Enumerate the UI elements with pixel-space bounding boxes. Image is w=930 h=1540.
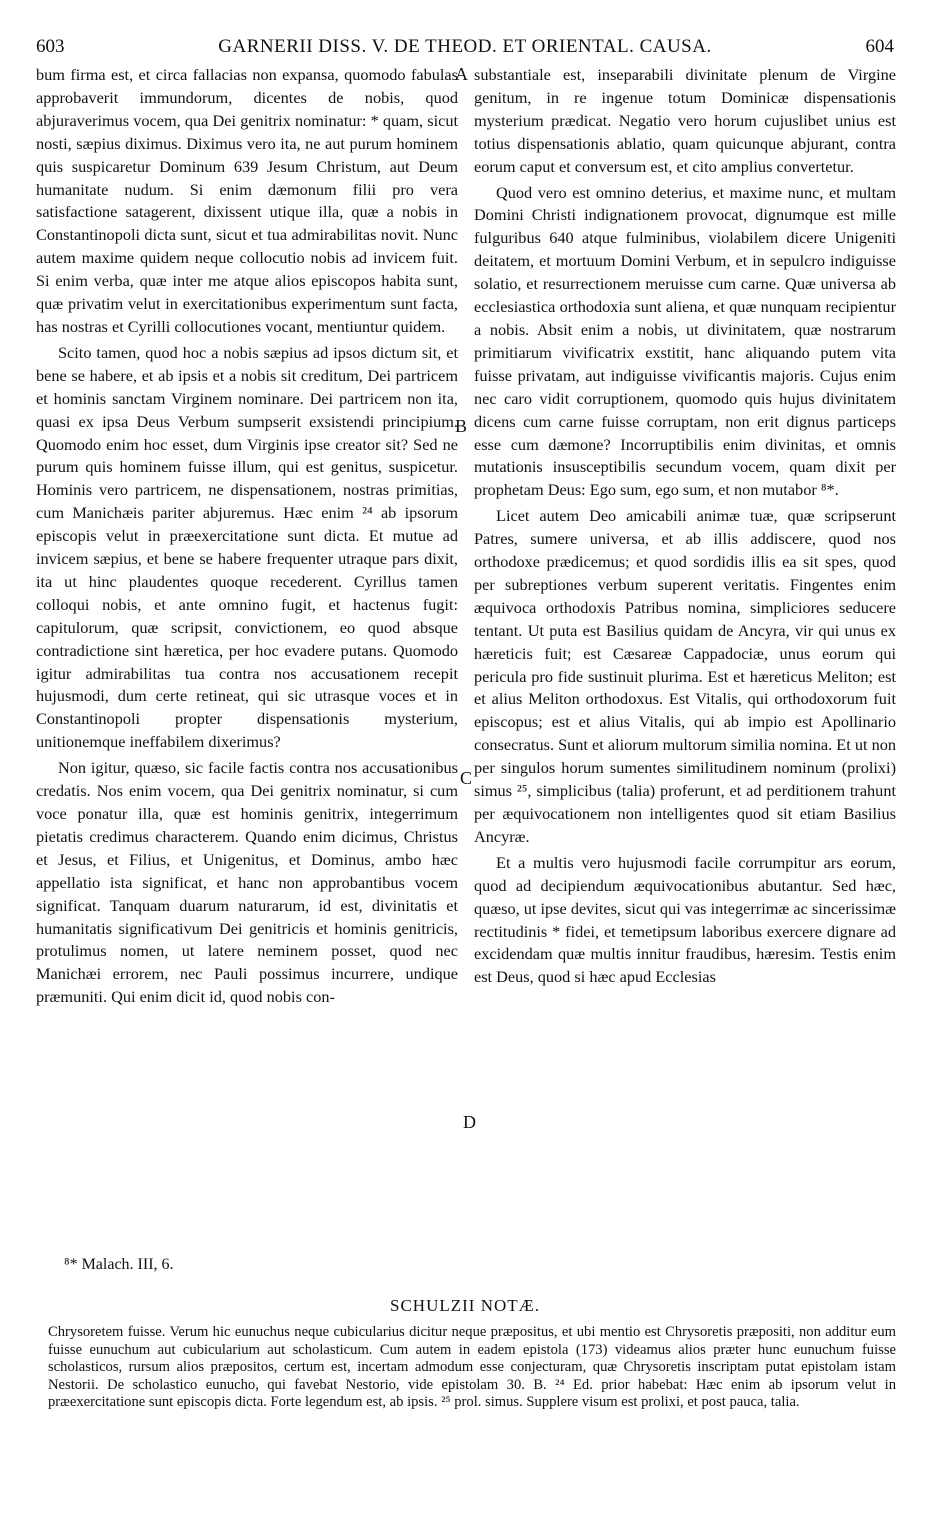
left-column bbox=[36, 64, 458, 1009]
paragraph: Non igitur, quæso, sic facile factis contra nos accusationibus credatis. Nos enim vocem, qua Dei genitrix nominatur, si cum voce ponatur illa, quæ est hominis genitrix, integerrimum pietatis credimus characterem. Quando enim dicimus, Christus et Jesus, et Filius, et Unigenitus, et Dominus, ambo hæc appellatio ista significat, et hanc non approbantibus vocem significat. Tanquam duarum naturarum, id est, divinitatis et humanitatis significativum Dei genitricis et hominis genitricis, protulimus nomen, ut latere neminem posset, quod nec Manichæi errorem, nec Pauli possimus incurrere, undique præmuniti. Qui enim dicit id, quod nobis con- bbox=[36, 758, 458, 1007]
paragraph: Quod vero est omnino deterius, et maxime nunc, et multam Domini Christi indignationem provocat, dignumque est mille fulguribus 640 atque fulminibus, violabilem dicere Unigeniti deitatem, et mortuum Domini Verbum, et in sepulcro indiguisse solatio, et resurrectionem meruisse cum carne. Quæ universa ab ecclesiastica orthodoxia sunt aliena, et quæ nunquam recipientur a nobis. Absit enim a nobis, ut divinitatem, quæ nostrarum primitiarum vivificatrix exstitit, hanc aliquando putem vita fuisse privatam, aut indiguisse vivificantis majoris. Cujus enim nec caro vidit corruptionem, quomodo quis hujus divinitatem dicens cum carne fuisse corruptam, non erit dignus particeps esse cum dæmone? Incorruptibilis enim divinitas, et omnis mutationis insusceptibilis secundum vocem, quam dixit per prophetam Deus: Ego sum, ego sum, et non mutabor ⁸*. bbox=[474, 182, 896, 500]
notes-heading: SCHULZII NOTÆ. bbox=[390, 1296, 540, 1315]
footnote: ⁸* Malach. III, 6. bbox=[64, 1256, 174, 1273]
page-number-right: 604 bbox=[865, 36, 894, 57]
margin-marker-a: A bbox=[455, 64, 468, 84]
page-number-left: 603 bbox=[36, 36, 65, 57]
paragraph: Et a multis vero hujusmodi facile corrumpitur ars eorum, quod ad decipiendum æquivocationibus abutantur. Sed hæc, quæso, ut ipse devites, sicut qui vas integerrimæ ac sincerissimæ rectitudinis * fidei, et temetipsum laboribus exercere dignare ad excidendam quæ multis innitur fraudibus, hæresim. Testis enim est Deus, quod si hæc apud Ecclesias bbox=[474, 852, 896, 987]
right-column bbox=[474, 64, 896, 989]
notes-block bbox=[48, 1324, 896, 1412]
running-title: GARNERII DISS. V. DE THEOD. ET ORIENTAL. CAUSA. bbox=[218, 36, 712, 57]
paragraph: Scito tamen, quod hoc a nobis sæpius ad ipsos dictum sit, et bene se habere, et ab ipsis et a nobis sit creditum, Dei partricem et hominis sanctam Virginem nominare. Dei partricem non ita, quasi ex ipsa Deus Verbum sumpserit exsistendi principium. Quomodo enim hoc esset, dum Virginis ipse creator sit? Sed ne purum quis hominem fuisse illum, qui est genitus, suspicetur. Hominis vero partricem, ne dispensationem, nostras primitias, cum Manichæis pariter abjuremus. Hæc enim ²⁴ ab ipsorum episcopis velut in præexercitatione sunt dicta. Et mutue ad invicem sæpius, et bene se habere frequenter utraque pars dixit, ita ut hinc plaudentes quoque recederent. Cyrillus tamen colloqui nobis, et ante omnino fugit, et hactenus fugit: capitulorum, quæ scripsit, convictionem, eo quod absque contradictione sint hæretica, per hoc evadere putans. Quomodo igitur admirabilitas tua contra nos accusationem recepit hujusmodi, dum certe retineat, qui sic utrasque voces et in Constantinopoli propter dispensationis mysterium, unitionemque ineffabilem dixerimus? bbox=[36, 342, 458, 752]
margin-marker-c: C bbox=[460, 768, 473, 788]
paragraph: bum firma est, et circa fallacias non expansa, quomodo fabulas approbaverit immundorum, dicentes de nobis, quod abjuraverimus vocem, qua Dei genitrix nominatur: * quam, sicut nosti, sæpius diximus. Diximus vero ita, ne aut purum hominem quis suspicaretur Dominum 639 Jesum Christum, aut Deum humanitate nudum. Si enim dæmonum filii pro vera satisfactione satagerent, dixissent utique illa, quæ a nobis in Constantinopoli dicta sunt, sicut et tua admirabilitas novit. Nunc autem maxime quidem neque collocutio nobis ad invicem fuit. Si enim verba, quæ inter me atque alios episcopos habita sunt, quæ privatim velut in exercitationibus experimentum sunt facta, has nostras et Cyrilli collocutiones vocant, mentiuntur quidem. bbox=[36, 65, 458, 336]
paragraph: substantiale est, inseparabili divinitate plenum de Virgine genitum, in re ingenue totum Dominicæ dispensationis mysterium prædicat. Negatio vero horum cujuslibet unius est totius dispensationis ablatio, quam quicunque abjurant, contra eorum caput et conversum est, et cito amplius convertetur. bbox=[474, 65, 896, 176]
notes-text: Chrysoretem fuisse. Verum hic eunuchus neque cubicularius dicitur neque præpositus, et ubi mentio est Chrysoretis præpositi, non additur eum fuisse eunuchum aut cubicularium aut scholasticum. Cum autem in eadem epistola (173) videamus alios præter hunc eunuchum fuisse scholasticos, rursum alios præpositos, certum est, incertam admodum esse conjecturam, quæ Chrysoretis inscriptam putat epistolam istam Nestorii. De scholastico eunucho, qui favebat Nestorio, vide epistolam 30. B. ²⁴ Ed. prior habebat: Hæc enim ab ipsorum velut in præexercitatione sunt episcopis dicta. Forte legendum est, ab ipsis. ²⁵ prol. simus. Supplere visum est prolixi, et post pauca, talia. bbox=[48, 1324, 896, 1411]
paragraph: Licet autem Deo amicabili animæ tuæ, quæ scripserunt Patres, sumere universa, et ab illis addiscere, quod nos orthodoxe prædicemus; et quod sordidis illis ea sit spes, quod per subreptiones verbum superent veritatis. Fingentes enim æquivoca orthodoxis Patribus nomina, simpliciores seducere tentant. Ut puta est Basilius quidam de Ancyra, vir qui unus ex hæreticis fuit; est Cæsareæ Cappadociæ, unus eorum qui pericula pro fide sustinuit plurima. Est et hæreticus Meliton; est et alius Meliton orthodoxus. Est Vitalis, qui orthodoxorum fuit episcopus; est et alius Vitalis, qui ab impio est Apollinario consecratus. Sunt et aliorum multorum similia nomina. Et ut non per singulos horum sumentes similitudinem nominum (prolixi) simus ²⁵, simplicibus (talia) proferunt, et ad perditionem trahunt per æquivocationem non intelligentes quod sit etiam Basilius Ancyræ. bbox=[474, 506, 896, 846]
margin-marker-b: B bbox=[455, 416, 468, 436]
running-header bbox=[36, 36, 894, 62]
margin-marker-d: D bbox=[463, 1112, 476, 1132]
